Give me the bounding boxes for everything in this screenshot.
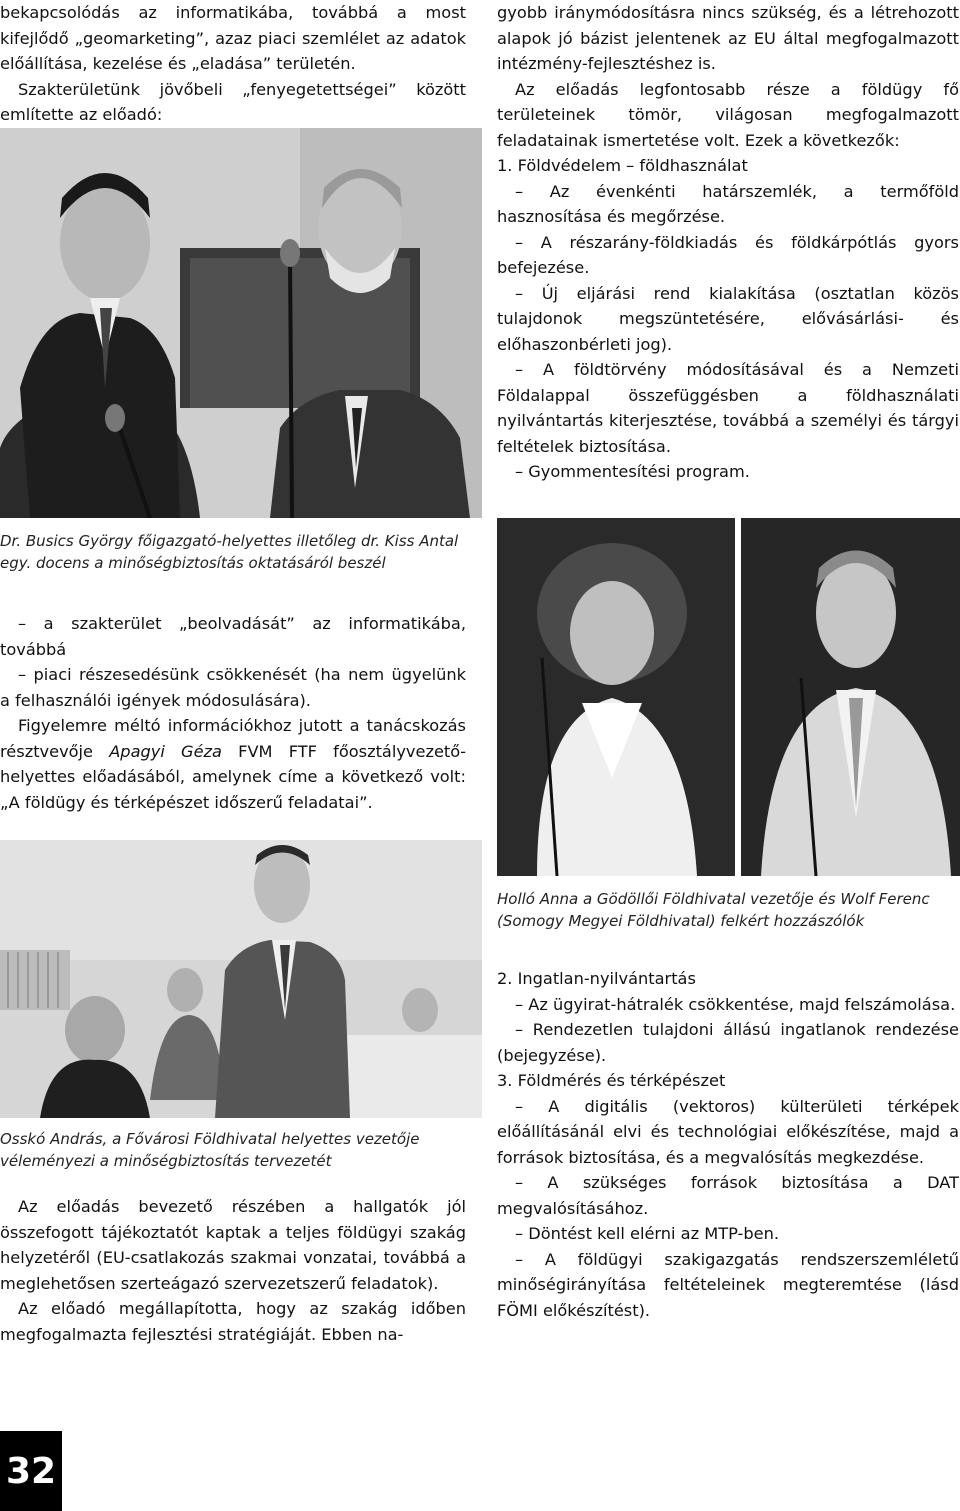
dash-item: – piaci részesedésünk csökkenését (ha nem ügyelünk a felhasználói igények módosulására). — [0, 665, 466, 710]
paragraph: Az előadás legfontosabb része a földügy fő területeinek tömör, világosan megfogalmazott feladatainak ismertetése volt. Ezek a következők: — [497, 79, 959, 150]
photo-wolf-ferenc — [741, 518, 960, 876]
column-1-bottom — [0, 1194, 466, 1347]
dash-item: – A részarány-földkiadás és földkárpótlás gyors befejezése. — [497, 232, 959, 277]
paragraph: Az előadás bevezető részében a hallgatók jól összefogott tájékoztatót kaptak a teljes földügyi szakág helyzetéről (EU-csatlakozás szakmai vonzatai, továbbá a meglehetősen szerteágazó szervezetszerű feladatok). — [0, 1197, 466, 1293]
photo-hollo-anna — [497, 518, 735, 876]
paragraph: bekapcsolódás az informatikába, továbbá a most kifejlődő „geomarketing”, azaz piaci szemlélet az adatok előállítása, kezelése és „eladása” területén. — [0, 3, 466, 73]
dash-item: – a szakterület „beolvadását” az informatikába, továbbá — [0, 614, 466, 659]
dash-item: – Az ügyirat-hátralék csökkentése, majd felszámolása. — [515, 994, 956, 1014]
section-heading: 3. Földmérés és térképészet — [497, 1071, 726, 1090]
dash-item: – A földügyi szakigazgatás rendszerszemléletű minőségirányítása feltételeinek megteremtése (lásd FÖMI előkészítést). — [497, 1249, 959, 1320]
paragraph: Az előadó megállapította, hogy az szakág időben megfogalmazta fejlesztési stratégiáját. Ebben na- — [0, 1299, 466, 1344]
photo-caption: Osskó András, a Fővárosi Földhivatal helyettes vezetője véleményezi a minőségbiztosítás tervezetét — [0, 1130, 420, 1170]
photo-caption: Holló Anna a Gödöllői Földhivatal vezetője és Wolf Ferenc (Somogy Megyei Földhivatal) felkért hozzászólók — [497, 890, 930, 930]
dash-item: – Gyommentesítési program. — [515, 462, 750, 481]
column-2-top — [497, 0, 959, 485]
dash-item: – Döntést kell elérni az MTP-ben. — [515, 1224, 779, 1243]
dash-item: – Rendezetlen tulajdoni állású ingatlanok rendezése (bejegyzése). — [497, 1020, 959, 1065]
dash-item: – Új eljárási rend kialakítása (osztatlan közös tulajdonok megszüntetésére, elővásárlási- és előhaszonbérleti jog). — [497, 283, 959, 354]
photo-two-speakers — [0, 128, 482, 518]
column-1-middle — [0, 611, 466, 815]
person-name: Apagyi Géza — [109, 741, 222, 761]
dash-item: – A földtörvény módosításával és a Nemzeti Földalappal összefüggésben a földhasználati nyilvántartás kiterjesztése, továbbá a személyi és tárgyi feltételek biztosítása. — [497, 360, 959, 456]
dash-item: – Az évenkénti határszemlék, a termőföld hasznosítása és megőrzése. — [497, 181, 959, 226]
photo-caption: Dr. Busics György főigazgató-helyettes illetőleg dr. Kiss Antal egy. docens a minőségbiztosítás oktatásáról beszél — [0, 532, 459, 572]
paragraph: Szakterületünk jövőbeli „fenyegetettségei” között említette az előadó: — [0, 79, 466, 124]
page-number: 32 — [0, 1431, 62, 1511]
section-heading: 1. Földvédelem – földhasználat — [497, 156, 748, 175]
column-2-bottom — [497, 966, 959, 1323]
dash-item: – A szükséges források biztosítása a DAT megvalósításához. — [497, 1173, 959, 1218]
paragraph — [0, 713, 466, 815]
column-1-top — [0, 0, 466, 128]
dash-item: – A digitális (vektoros) külterületi térképek előállításánál elvi és technológiai előkészítése, majd a források biztosítása, és a megvalósítás megkezdése. — [497, 1096, 959, 1167]
paragraph: gyobb iránymódosításra nincs szükség, és a létrehozott alapok jó bázist jelentenek az EU által megfogalmazott intézmény-fejlesztéshez is. — [497, 3, 959, 73]
section-heading: 2. Ingatlan-nyilvántartás — [497, 969, 696, 988]
text-run: FVM FTF főosztályvezető-helyettes előadásából, amelynek címe a következő volt: „A földügy és térképészet időszerű feladatai”. — [0, 741, 466, 812]
text-run: Figyelemre méltó információkhoz jutott a tanácskozás résztvevője — [0, 716, 466, 761]
photo-meeting-room — [0, 840, 482, 1118]
